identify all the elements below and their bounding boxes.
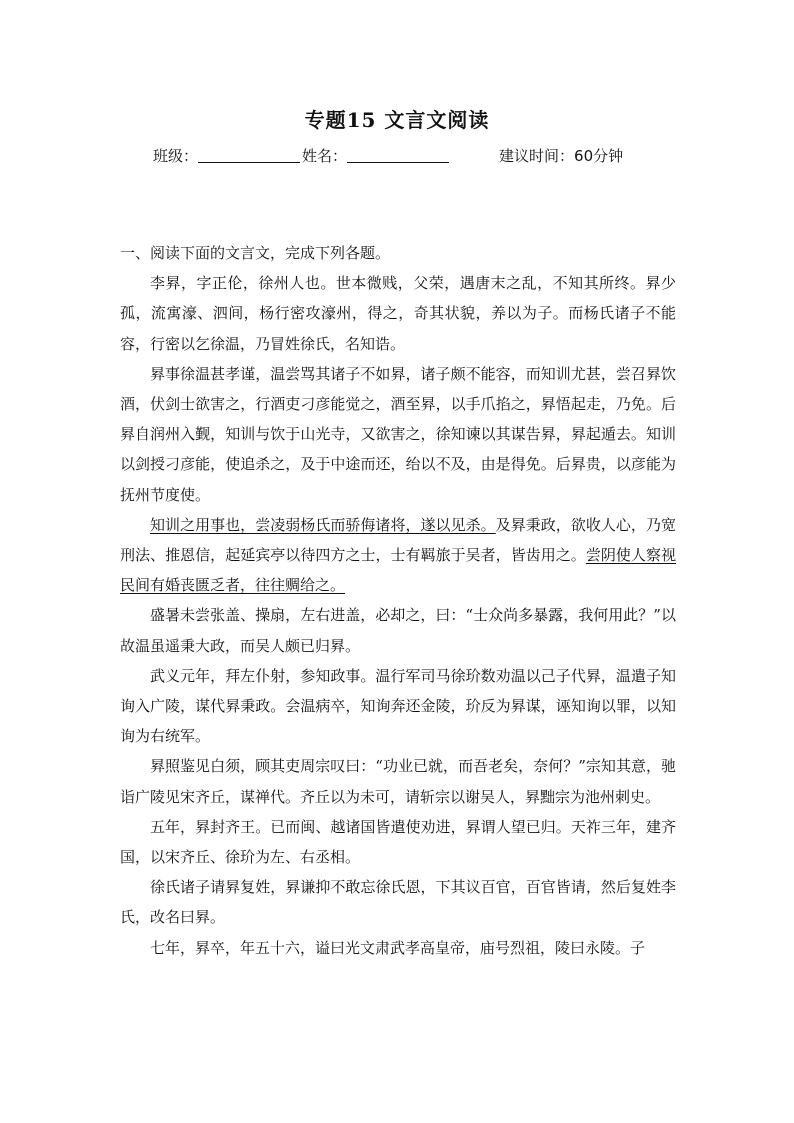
class-blank[interactable]	[198, 148, 300, 163]
section-heading: 一、阅读下面的文言文，完成下列各题。	[120, 244, 391, 262]
paragraph-8: 徐氏诸子请昪复姓，昪谦抑不敢忘徐氏恩，下其议百官，百官皆请，然后复姓李氏，改名曰昪。	[120, 878, 676, 927]
paragraph-6: 昪照鉴见白须，顾其吏周宗叹曰：“功业已就，而吾老矣，奈何？”宗知其意，驰诣广陵见宋齐丘，谋禅代。齐丘以为未可，请斩宗以谢吴人，昪黜宗为池州刺史。	[120, 757, 676, 806]
paragraph-9: 七年，昪卒，年五十六，谥曰光文肃武孝高皇帝，庙号烈祖，陵曰永陵。子	[150, 938, 646, 957]
underlined-sentence-1: 知训之用事也，尝凌弱杨氏而骄侮诸将，遂以见杀。	[150, 515, 496, 534]
header-info	[153, 145, 693, 166]
class-label: 班级：	[153, 147, 199, 165]
paragraph-3	[120, 510, 676, 601]
paragraph-1: 李昪，字正伦，徐州人也。世本微贱，父荣，遇唐末之乱，不知其所终。昪少孤，流寓濠、泗间，杨行密攻濠州，得之，奇其状貌，养以为子。而杨氏诸子不能容，行密以乞徐温，乃冒姓徐氏，名知诰。	[120, 274, 676, 353]
passage	[120, 238, 676, 963]
paragraph-5: 武义元年，拜左仆射，参知政事。温行军司马徐玠数劝温以己子代昪，温遣子知询入广陵，谋代昪秉政。会温病卒，知询奔还金陵，玠反为昪谋，诬知询以罪，以知询为右统军。	[120, 666, 676, 746]
name-blank[interactable]	[347, 148, 449, 163]
name-label: 姓名：	[302, 147, 348, 165]
page-title: 专题15 文言文阅读	[304, 108, 490, 132]
paragraph-4: 盛暑未尝张盖、操扇，左右进盖，必却之，曰：“士众尚多暴露，我何用此？”以故温虽遥秉大政，而吴人颇已归昪。	[120, 606, 676, 655]
paragraph-3-text: 及昪秉政，欲收人心，乃宽刑法、推恩信，起延宾亭以待四方之士，士有羁旅于吴者，皆齿用之。	[120, 515, 676, 565]
paragraph-2: 昪事徐温甚孝谨，温尝骂其诸子不如昪，诸子颇不能容，而知训尤甚，尝召昪饮酒，伏剑士欲害之，行酒吏刁彦能觉之，酒至昪，以手爪掐之，昪悟起走，乃免。后昪自润州入觐，知训与饮于山光寺，又欲害之，徐知谏以其谋告昪，昪起遁去。知训以剑授刁彦能，使追杀之，及于中途而还，绐以不及，由是得免。后昪贵，以彦能为抚州节度使。	[120, 364, 676, 504]
underlined-sentence-2: 尝阴使人察视民间有婚丧匮乏者，往往赒给之。	[120, 546, 676, 595]
suggested-time: 建议时间：60分钟	[499, 147, 624, 165]
paragraph-7: 五年，昪封齐王。已而闽、越诸国皆遣使劝进，昪谓人望已归。天祚三年，建齐国，以宋齐丘、徐玠为左、右丞相。	[120, 817, 676, 867]
